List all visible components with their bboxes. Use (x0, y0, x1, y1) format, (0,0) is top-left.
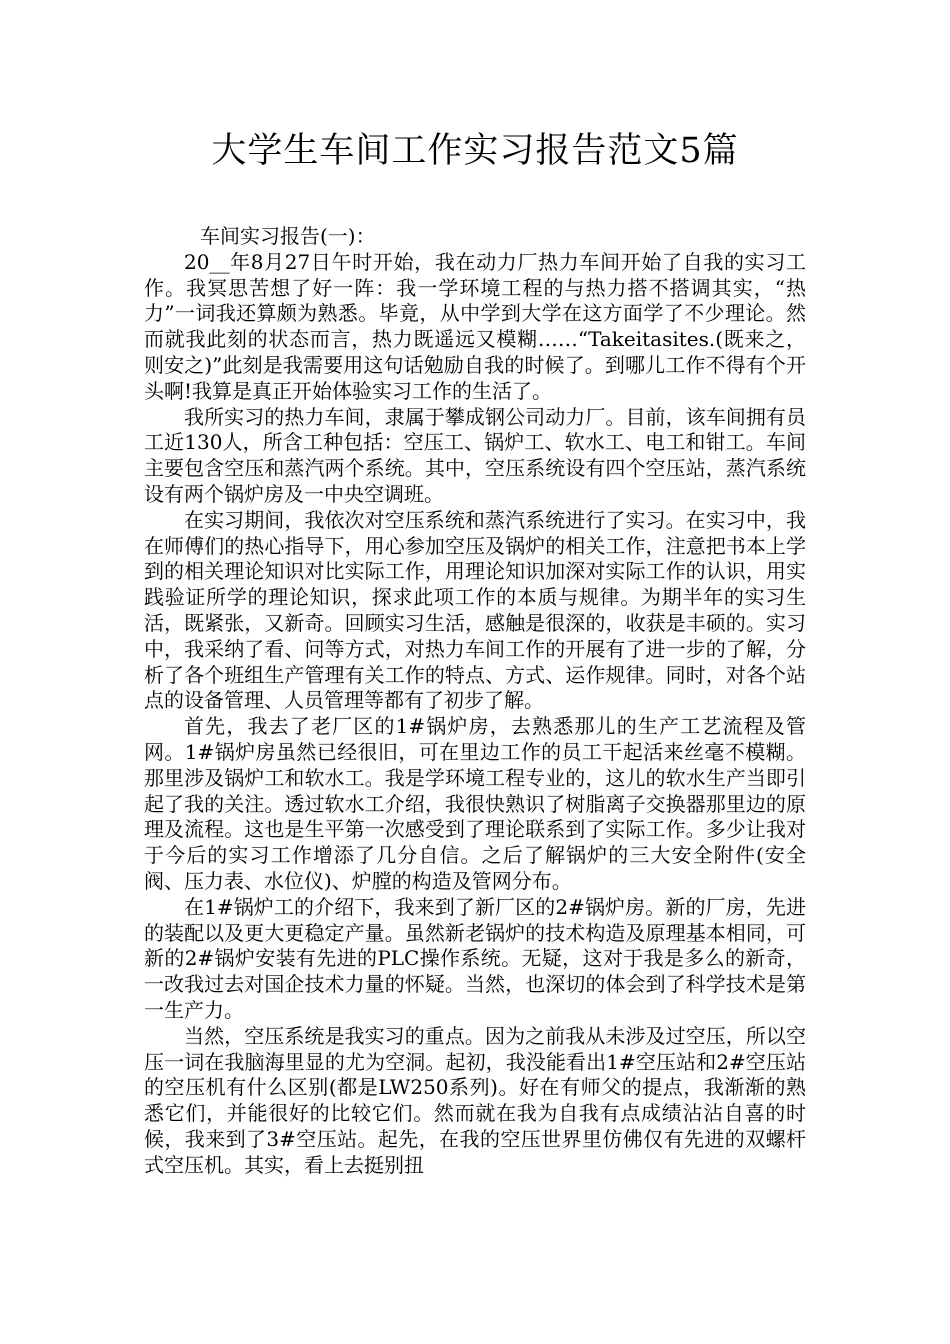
paragraph: 我所实习的热力车间，隶属于攀成钢公司动力厂。目前，该车间拥有员工近130人，所含工种包括：空压工、锅炉工、软水工、电工和钳工。车间主要包含空压和蒸汽两个系统。其中，空压系统设有四个空压站，蒸汽系统设有两个锅炉房及一中央空调班。 (144, 404, 806, 506)
section-heading: 车间实习报告(一)： (200, 224, 376, 248)
document-body (144, 224, 806, 1178)
document-title: 大学生车间工作实习报告范文5篇 (211, 131, 739, 171)
paragraph: 当然，空压系统是我实习的重点。因为之前我从未涉及过空压，所以空压一词在我脑海里显的尤为空洞。起初，我没能看出1#空压站和2#空压站的空压机有什么区别(都是LW250系列)。好在有师父的提点，我渐渐的熟悉它们，并能很好的比较它们。然而就在我为自我有点成绩沾沾自喜的时候，我来到了3#空压站。起先，在我的空压世界里仿佛仅有先进的双螺杆式空压机。其实，看上去挺别扭 (144, 1023, 806, 1177)
paragraph: 在实习期间，我依次对空压系统和蒸汽系统进行了实习。在实习中，我在师傅们的热心指导下，用心参加空压及锅炉的相关工作，注意把书本上学到的相关理论知识对比实际工作，用理论知识加深对实际工作的认识，用实践验证所学的理论知识，探求此项工作的本质与规律。为期半年的实习生活，既紧张，又新奇。回顾实习生活，感触是很深的，收获是丰硕的。实习中，我采纳了看、问等方式，对热力车间工作的开展有了进一步的了解，分析了各个班组生产管理有关工作的特点、方式、运作规律。同时，对各个站点的设备管理、人员管理等都有了初步了解。 (144, 507, 806, 713)
paragraph: 20__年8月27日午时开始，我在动力厂热力车间开始了自我的实习工作。我冥思苦想了好一阵：我一学环境工程的与热力搭不搭调其实，“热力”一词我还算颇为熟悉。毕竟，从中学到大学在这方面学了不少理论。然而就我此刻的状态而言，热力既遥远又模糊……“Takeitasites.(既来之，则安之)”此刻是我需要用这句话勉励自我的时候了。到哪儿工作不得有个开头啊!我算是真正开始体验实习工作的生活了。 (144, 249, 806, 403)
paragraph: 在1#锅炉工的介绍下，我来到了新厂区的2#锅炉房。新的厂房，先进的装配以及更大更稳定产量。虽然新老锅炉的技术构造及原理基本相同，可新的2#锅炉安装有先进的PLC操作系统。无疑，这对于我是多么的新奇，一改我过去对国企技术力量的怀疑。当然，也深切的体会到了科学技术是第一生产力。 (144, 894, 806, 1022)
paragraph: 首先，我去了老厂区的1#锅炉房，去熟悉那儿的生产工艺流程及管网。1#锅炉房虽然已经很旧，可在里边工作的员工干起活来丝毫不模糊。那里涉及锅炉工和软水工。我是学环境工程专业的，这儿的软水生产当即引起了我的关注。透过软水工介绍，我很快熟识了树脂离子交换器那里边的原理及流程。这也是生平第一次感受到了理论联系到了实际工作。多少让我对于今后的实习工作增添了几分自信。之后了解锅炉的三大安全附件(安全阀、压力表、水位仪)、炉膛的构造及管网分布。 (144, 714, 806, 893)
